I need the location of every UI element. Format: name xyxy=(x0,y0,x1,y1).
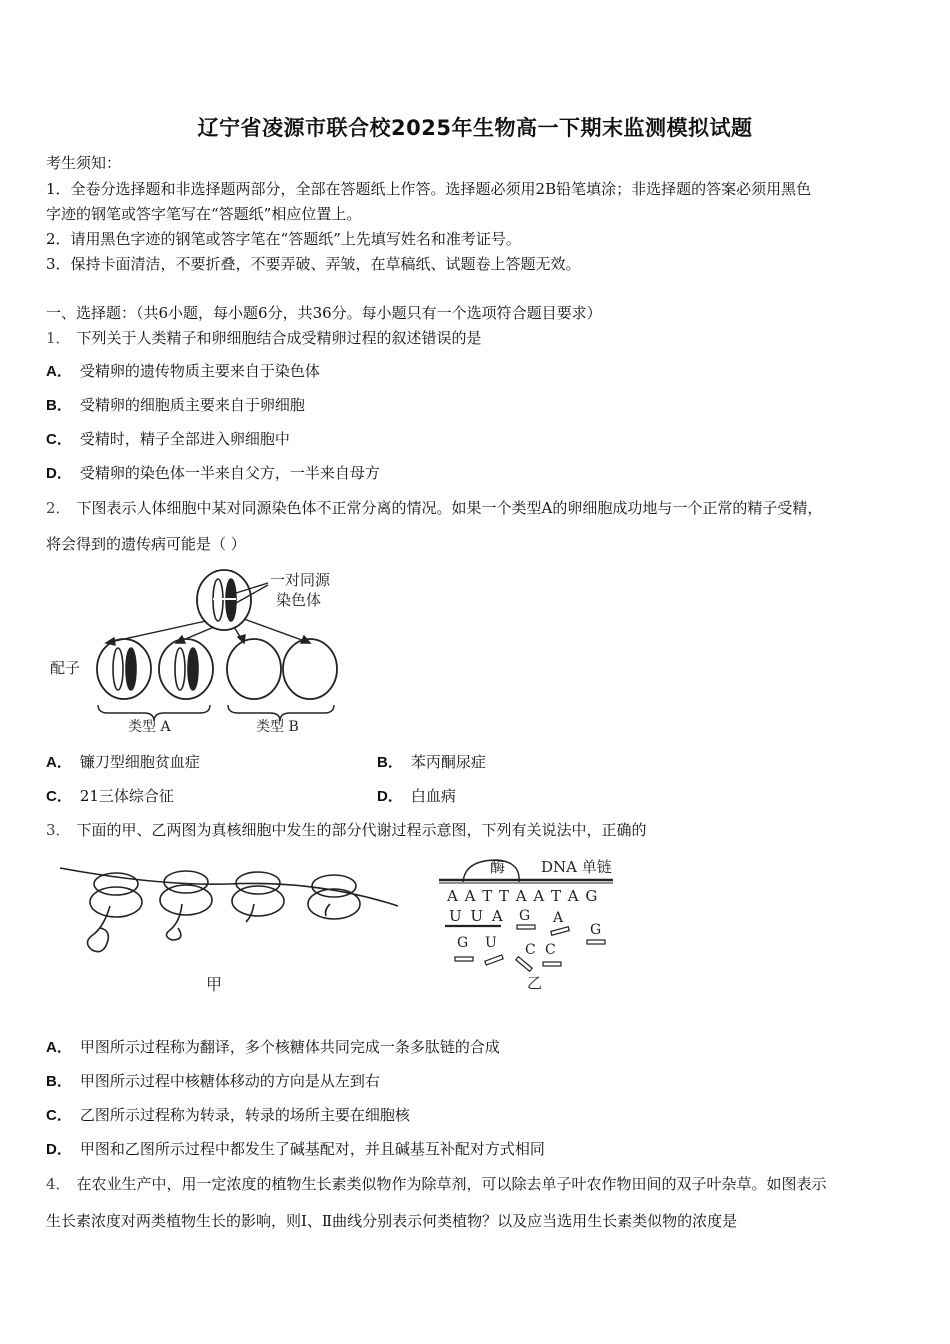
q2-option-b-key: B． xyxy=(377,754,403,771)
q2-option-d[interactable] xyxy=(377,786,456,807)
notice-item-2: 2．请用黑色字迹的钢笔或答字笔在“答题纸”上先填写姓名和准考证号。 xyxy=(46,230,521,248)
q3-option-d-text: 甲图和乙图所示过程中都发生了碱基配对，并且碱基互补配对方式相同 xyxy=(79,1140,545,1158)
q4-stem-text-1: 在农业生产中，用一定浓度的植物生长素类似物作为除草剂，可以除去单子叶农作物田间的双子叶杂草。如图表示 xyxy=(76,1175,827,1193)
q3-option-c-text: 乙图所示过程称为转录，转录的场所主要在细胞核 xyxy=(79,1106,410,1124)
q4-stem-line1 xyxy=(46,1174,827,1194)
q3-option-d-key: D． xyxy=(46,1141,72,1158)
q2-option-d-key: D． xyxy=(377,788,403,805)
q3-number: 3． xyxy=(46,821,71,839)
q2-chromosome-figure xyxy=(48,563,368,738)
section-heading: 一、选择题：（共6小题，每小题6分，共36分。每小题只有一个选项符合题目要求） xyxy=(46,304,602,322)
notice-item-3: 3．保持卡面清洁，不要折叠，不要弄破、弄皱，在草稿纸、试题卷上答题无效。 xyxy=(46,255,581,273)
q2-option-a-text: 镰刀型细胞贫血症 xyxy=(79,753,200,771)
free-base-a: A xyxy=(553,910,564,926)
q1-number: 1． xyxy=(46,329,71,347)
notice-item-1: 1．全卷分选择题和非选择题两部分，全部在答题纸上作答。选择题必须用2B铅笔填涂；非选择题的答案必须用黑色 xyxy=(46,180,812,198)
q1-option-b[interactable] xyxy=(46,395,305,416)
q3-option-b[interactable] xyxy=(46,1071,380,1092)
template-bases: A A T T A A T A G xyxy=(447,887,599,905)
q1-option-a[interactable] xyxy=(46,361,320,382)
type-a-label: 类型 A xyxy=(128,719,171,735)
q3-option-c[interactable] xyxy=(46,1105,410,1126)
notice-heading: 考生须知： xyxy=(46,154,122,172)
q3-stem-text: 下面的甲、乙两图为真核细胞中发生的部分代谢过程示意图，下列有关说法中，正确的 xyxy=(76,821,647,839)
free-base-g3: G xyxy=(457,935,469,951)
free-base-g1: G xyxy=(519,908,531,924)
q1-option-c-key: C． xyxy=(46,431,72,448)
q3-option-c-key: C． xyxy=(46,1107,72,1124)
q1-option-a-key: A． xyxy=(46,363,72,380)
enzyme-label: 酶 xyxy=(490,858,506,876)
q2-option-b[interactable] xyxy=(377,752,486,773)
free-base-c2: C xyxy=(545,942,556,958)
translation-figure-jia xyxy=(58,856,403,996)
q1-option-a-text: 受精卵的遗传物质主要来自于染色体 xyxy=(79,362,320,380)
free-base-c1: C xyxy=(525,942,536,958)
q1-option-b-text: 受精卵的细胞质主要来自于卵细胞 xyxy=(79,396,305,414)
q2-option-c-text: 21三体综合征 xyxy=(79,787,174,805)
q3-option-a[interactable] xyxy=(46,1037,500,1058)
q3-option-b-text: 甲图所示过程中核糖体移动的方向是从左到右 xyxy=(79,1072,380,1090)
gamete-a1 xyxy=(97,639,151,699)
q1-option-b-key: B． xyxy=(46,397,72,414)
q4-stem-line2: 生长素浓度对两类植物生长的影响，则Ⅰ、Ⅱ曲线分别表示何类植物？以及应当选用生长素类似物的浓度是 xyxy=(46,1212,738,1230)
q2-option-a[interactable] xyxy=(46,752,200,773)
q1-option-d[interactable] xyxy=(46,463,380,484)
q3-option-a-key: A． xyxy=(46,1039,72,1056)
q1-option-d-text: 受精卵的染色体一半来自父方，一半来自母方 xyxy=(79,464,380,482)
free-base-u: U xyxy=(485,935,497,951)
homologous-label-2: 染色体 xyxy=(276,591,322,609)
gamete-b1 xyxy=(227,639,281,699)
gamete-label: 配子 xyxy=(50,659,81,677)
q2-option-b-text: 苯丙酮尿症 xyxy=(410,753,486,771)
q2-option-a-key: A． xyxy=(46,754,72,771)
notice-item-1-cont: 字迹的钢笔或答字笔写在“答题纸”相应位置上。 xyxy=(46,205,362,223)
q2-stem-line1 xyxy=(46,498,822,518)
q3-option-d[interactable] xyxy=(46,1139,545,1160)
q4-number: 4． xyxy=(46,1175,71,1193)
q1-option-d-key: D． xyxy=(46,465,72,482)
yi-label: 乙 xyxy=(527,974,543,992)
jia-label: 甲 xyxy=(206,975,223,994)
free-base-g2: G xyxy=(590,922,602,938)
dna-strand-label: DNA 单链 xyxy=(541,858,612,876)
type-b-label: 类型 B xyxy=(256,719,299,735)
q2-number: 2． xyxy=(46,499,71,517)
q2-stem-line2: 将会得到的遗传病可能是（ ） xyxy=(46,535,246,553)
gamete-b2 xyxy=(283,639,337,699)
q1-option-c-text: 受精时，精子全部进入卵细胞中 xyxy=(79,430,290,448)
q1-option-c[interactable] xyxy=(46,429,290,450)
q1-stem-text: 下列关于人类精子和卵细胞结合成受精卵过程的叙述错误的是 xyxy=(76,329,482,347)
q3-stem xyxy=(46,820,647,840)
transcription-figure-yi xyxy=(435,852,640,997)
q3-option-a-text: 甲图所示过程称为翻译，多个核糖体共同完成一条多肽链的合成 xyxy=(79,1038,500,1056)
rna-bases: U U A xyxy=(449,907,505,925)
q2-option-c[interactable] xyxy=(46,786,174,807)
q1-stem xyxy=(46,328,482,348)
q2-option-d-text: 白血病 xyxy=(410,787,456,805)
gamete-a2 xyxy=(159,639,213,699)
q3-option-b-key: B． xyxy=(46,1073,72,1090)
q2-stem-text-1: 下图表示人体细胞中某对同源染色体不正常分离的情况。如果一个类型A的卵细胞成功地与一个正常的精子受精， xyxy=(76,499,823,517)
page-title: 辽宁省凌源市联合校2025年生物高一下期末监测模拟试题 xyxy=(197,116,753,140)
homologous-label-1: 一对同源 xyxy=(270,571,331,589)
q2-option-c-key: C． xyxy=(46,788,72,805)
